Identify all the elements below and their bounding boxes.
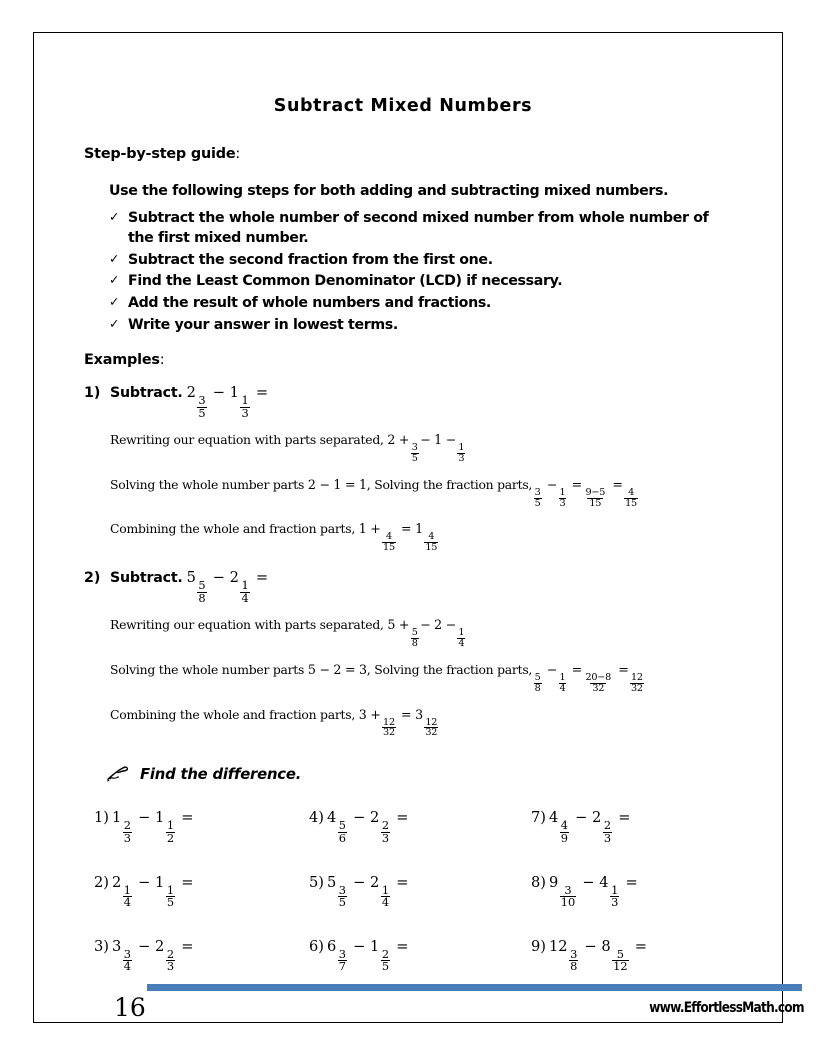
mixed-whole: 1 (155, 873, 165, 891)
mixed-whole: 12 (548, 937, 568, 955)
fraction (382, 532, 396, 553)
numerator: 12 (631, 671, 643, 683)
practice-problem[interactable] (94, 874, 309, 909)
step-text: Solving the fraction parts, (374, 662, 533, 677)
operator: + (370, 706, 381, 722)
fraction (197, 392, 206, 420)
step-text: Solving the whole number parts (110, 662, 305, 677)
numerator: 2 (381, 946, 390, 961)
fraction (382, 718, 396, 739)
fraction (612, 946, 628, 974)
fraction (411, 628, 419, 649)
example-number: 1) (84, 384, 101, 401)
problem-number: 8) (531, 873, 546, 891)
examples-heading-text: Examples (84, 351, 160, 368)
operator: − (353, 937, 366, 955)
example-expression (187, 569, 268, 604)
problem-number: 5) (309, 873, 324, 891)
operator: − (212, 383, 226, 401)
problem-number: 9) (531, 937, 546, 955)
denominator: 3 (241, 405, 249, 420)
denominator: 12 (613, 959, 628, 974)
fraction (457, 628, 465, 649)
practice-problem[interactable] (531, 938, 748, 973)
fraction (240, 392, 249, 420)
fraction (166, 946, 175, 974)
numerator: 2 (166, 946, 175, 961)
denominator: 32 (425, 727, 438, 739)
denominator: 4 (123, 895, 132, 910)
practice-title: Find the difference. (140, 765, 302, 783)
mixed-whole: 1 (155, 809, 165, 827)
guide-steps-list (84, 208, 748, 335)
list-item (109, 293, 748, 313)
step-text: Solving the whole number parts (110, 476, 305, 492)
fraction (123, 946, 132, 974)
numerator: 4 (560, 818, 569, 833)
guide-intro-text: Use the following steps for both adding and subtracting mixed numbers. (109, 183, 669, 199)
operator: − (420, 617, 431, 633)
denominator: 3 (166, 959, 175, 974)
numerator: 1 (166, 818, 175, 833)
problem-number: 1) (94, 809, 109, 827)
numerator: 4 (628, 486, 634, 498)
example-label: Subtract. (110, 570, 183, 587)
operator: − (138, 873, 151, 891)
fraction (381, 882, 390, 910)
numerator: 4 (385, 531, 392, 543)
mixed-whole: 2 (155, 937, 165, 955)
problem-number: 7) (531, 809, 546, 827)
denominator: 5 (166, 895, 175, 910)
operator: − (212, 569, 226, 587)
numerator: 3 (123, 946, 132, 961)
guide-step-label: Subtract the second fraction from the first one. (128, 251, 493, 268)
numerator: 1 (166, 882, 175, 897)
denominator: 2 (166, 830, 175, 845)
fraction (240, 580, 249, 604)
page-number: 16 (114, 993, 146, 1022)
mixed-whole: 5 (186, 569, 196, 587)
equals-sign: = (255, 383, 269, 401)
worked-example (84, 384, 748, 553)
operator: − (138, 937, 151, 955)
numerator: 1 (611, 882, 619, 897)
equals-sign: = (181, 809, 194, 827)
numerator: 5 (198, 578, 206, 593)
step-text: Combining the whole and fraction parts, (110, 521, 356, 537)
operator: − (582, 873, 595, 891)
equals-sign: = (612, 476, 623, 492)
example-step-combine (110, 521, 748, 553)
denominator: 3 (603, 830, 612, 845)
numerator: 5 (411, 627, 418, 639)
denominator: 15 (625, 497, 637, 509)
guide-step-label: Add the result of whole numbers and fractions. (128, 295, 491, 312)
example-step-solve (110, 477, 748, 509)
denominator: 4 (458, 638, 465, 650)
equals-sign: = (181, 873, 194, 891)
denominator: 32 (383, 727, 395, 739)
numerator: 3 (338, 882, 347, 897)
mixed-whole: 1 (415, 521, 423, 537)
equals-sign: = (625, 873, 638, 891)
denominator: 8 (411, 638, 418, 650)
numerator: 20−8 (585, 671, 611, 683)
example-prompt (84, 569, 748, 604)
mixed-whole: 2 (592, 809, 602, 827)
fraction (624, 488, 638, 509)
fraction (166, 882, 175, 910)
numerator: 2 (603, 818, 612, 833)
denominator: 3 (559, 497, 566, 509)
guide-step-label: Find the Least Common Denominator (LCD) if necessary. (128, 273, 563, 290)
fraction (123, 882, 132, 910)
website-url[interactable]: www.EffortlessMath.com (649, 999, 804, 1016)
problem-number: 4) (309, 809, 324, 827)
fraction (424, 532, 438, 553)
practice-problem[interactable] (309, 809, 531, 844)
fraction (630, 673, 644, 694)
operator: + (398, 617, 410, 633)
denominator: 15 (383, 542, 395, 554)
practice-problem[interactable] (531, 874, 748, 909)
denominator: 5 (381, 959, 390, 974)
denominator: 6 (338, 830, 347, 845)
step-text: Combining the whole and fraction parts, (110, 706, 356, 722)
operator: − (584, 937, 597, 955)
mixed-whole: 1 (111, 809, 122, 827)
denominator: 5 (198, 405, 206, 420)
operator: − (575, 809, 588, 827)
denominator: 8 (534, 682, 541, 694)
step-by-step-guide-section (84, 146, 748, 335)
denominator: 15 (425, 542, 438, 554)
fraction (610, 882, 619, 910)
mixed-whole: 2 (111, 873, 122, 891)
numerator: 1 (458, 627, 465, 639)
numerator: 1 (241, 392, 249, 407)
mixed-whole: 5 (326, 873, 337, 891)
equals-sign: = (618, 809, 631, 827)
check-icon: ✓ (109, 272, 120, 288)
term: 5 (387, 617, 396, 633)
worked-example (84, 569, 748, 738)
numerator: 1 (559, 671, 566, 683)
numerator: 3 (338, 946, 347, 961)
mixed-whole: 2 (229, 569, 239, 587)
example-prompt (84, 384, 748, 419)
fraction (197, 580, 206, 604)
whole-equation: 5 − 2 = 3, (307, 662, 371, 677)
example-label: Subtract. (110, 384, 183, 401)
practice-section-header (106, 765, 748, 783)
equals-sign: = (396, 873, 409, 891)
equals-sign: = (401, 706, 412, 722)
check-icon: ✓ (109, 250, 120, 266)
denominator: 10 (560, 895, 576, 910)
practice-problem[interactable] (531, 809, 748, 844)
numerator: 1 (381, 882, 390, 897)
denominator: 5 (534, 497, 541, 509)
operator: − (420, 432, 431, 448)
check-icon: ✓ (109, 209, 120, 224)
fraction (166, 820, 175, 844)
problem-number: 6) (309, 937, 324, 955)
fraction (569, 946, 578, 974)
fraction (338, 820, 347, 844)
mixed-whole: 3 (415, 706, 423, 722)
numerator: 5 (338, 818, 347, 833)
equals-sign: = (401, 521, 412, 537)
mixed-whole: 2 (186, 383, 196, 401)
denominator: 5 (411, 452, 418, 464)
equals-sign: = (634, 937, 647, 955)
footer (114, 995, 804, 1020)
examples-heading-colon: : (159, 351, 165, 368)
fraction (424, 718, 438, 739)
fraction (338, 882, 347, 910)
numerator: 5 (616, 946, 624, 961)
numerator: 1 (559, 486, 566, 498)
example-step-rewrite (110, 617, 748, 649)
term: 2 (434, 617, 442, 633)
example-step-solve (110, 662, 748, 694)
denominator: 3 (611, 895, 619, 910)
fraction (560, 820, 569, 844)
fraction (123, 820, 132, 844)
guide-step-label: Subtract the whole number of second mixed number from whole number of the first mixed number. (128, 210, 709, 247)
numerator: 3 (564, 882, 572, 897)
denominator: 4 (241, 590, 249, 605)
whole-equation: 2 − 1 = 1, (307, 476, 371, 492)
mixed-whole: 2 (370, 809, 380, 827)
footer-divider-bar (147, 984, 802, 991)
denominator: 3 (381, 830, 390, 845)
numerator: 4 (428, 531, 435, 543)
denominator: 3 (123, 830, 132, 845)
operator: − (445, 432, 456, 448)
fraction (583, 673, 613, 694)
numerator: 5 (534, 671, 541, 683)
fraction (559, 673, 567, 694)
list-item (109, 271, 748, 291)
list-item (109, 208, 748, 248)
fraction (534, 673, 542, 694)
fraction (559, 488, 567, 509)
problem-number: 3) (94, 937, 109, 955)
denominator: 7 (338, 959, 347, 974)
step-text: Rewriting our equation with parts separated, (110, 432, 384, 448)
mixed-whole: 4 (548, 809, 559, 827)
guide-heading-colon: : (235, 146, 241, 162)
mixed-whole: 4 (599, 873, 609, 891)
denominator: 32 (592, 682, 605, 694)
guide-heading (84, 146, 748, 162)
numerator: 2 (381, 818, 390, 833)
numerator: 3 (198, 392, 206, 407)
denominator: 3 (458, 452, 465, 464)
numerator: 2 (123, 818, 132, 833)
equals-sign: = (181, 937, 194, 955)
fraction (583, 488, 607, 509)
numerator: 3 (411, 442, 418, 454)
list-item (109, 315, 748, 335)
numerator: 9−5 (585, 486, 606, 498)
check-icon: ✓ (109, 315, 120, 331)
list-item (109, 250, 748, 270)
fraction (603, 820, 612, 844)
practice-problems-grid (94, 809, 748, 973)
fraction (381, 820, 390, 844)
mixed-whole: 9 (548, 873, 559, 891)
mixed-whole: 8 (601, 937, 611, 955)
denominator: 4 (559, 682, 566, 694)
denominator: 4 (381, 895, 390, 910)
fraction (534, 488, 542, 509)
fraction (560, 882, 576, 910)
guide-step-label: Write your answer in lowest terms. (128, 316, 398, 333)
example-number: 2) (84, 570, 101, 587)
page-content (84, 65, 804, 1022)
operator: − (353, 873, 366, 891)
fraction (411, 443, 419, 464)
denominator: 4 (123, 959, 132, 974)
denominator: 15 (589, 497, 602, 509)
denominator: 8 (198, 590, 206, 605)
pen-icon (106, 765, 130, 783)
practice-problem[interactable] (309, 874, 531, 909)
practice-problem[interactable] (94, 809, 309, 844)
practice-problem[interactable] (309, 938, 531, 973)
check-icon: ✓ (109, 294, 120, 310)
examples-heading (84, 352, 748, 368)
step-text: Solving the fraction parts, (374, 476, 533, 492)
operator: − (546, 662, 558, 677)
equals-sign: = (396, 937, 409, 955)
operator: − (138, 809, 151, 827)
operator: − (546, 476, 558, 492)
term: 1 (358, 521, 367, 537)
mixed-whole: 1 (229, 383, 239, 401)
example-expression (187, 384, 268, 419)
denominator: 5 (338, 895, 347, 910)
numerator: 12 (383, 716, 395, 728)
equals-sign: = (571, 662, 582, 677)
denominator: 8 (570, 959, 578, 974)
numerator: 3 (570, 946, 578, 961)
numerator: 12 (425, 716, 438, 728)
denominator: 9 (560, 830, 569, 845)
worksheet-page (33, 32, 804, 1023)
example-step-combine (110, 707, 748, 739)
operator: + (370, 521, 381, 537)
mixed-whole: 6 (326, 937, 337, 955)
fraction (338, 946, 347, 974)
mixed-whole: 1 (370, 937, 380, 955)
practice-problem[interactable] (94, 938, 309, 973)
term: 1 (434, 432, 442, 448)
numerator: 1 (458, 442, 465, 454)
equals-sign: = (618, 662, 629, 677)
equals-sign: = (571, 476, 582, 492)
operator: + (398, 432, 410, 448)
term: 2 (387, 432, 396, 448)
mixed-whole: 2 (370, 873, 380, 891)
guide-heading-text: Step-by-step guide (84, 146, 236, 162)
numerator: 1 (241, 578, 249, 593)
numerator: 3 (534, 486, 541, 498)
mixed-whole: 3 (111, 937, 122, 955)
page-title: Subtract Mixed Numbers (273, 96, 533, 116)
term: 3 (358, 706, 367, 722)
fraction (457, 443, 465, 464)
fraction (381, 946, 390, 974)
numerator: 1 (123, 882, 132, 897)
operator: − (445, 617, 456, 633)
example-step-rewrite (110, 432, 748, 464)
operator: − (353, 809, 366, 827)
denominator: 32 (631, 682, 643, 694)
problem-number: 2) (94, 873, 109, 891)
equals-sign: = (396, 809, 409, 827)
equals-sign: = (255, 569, 269, 587)
mixed-whole: 4 (326, 809, 337, 827)
step-text: Rewriting our equation with parts separated, (110, 617, 384, 633)
